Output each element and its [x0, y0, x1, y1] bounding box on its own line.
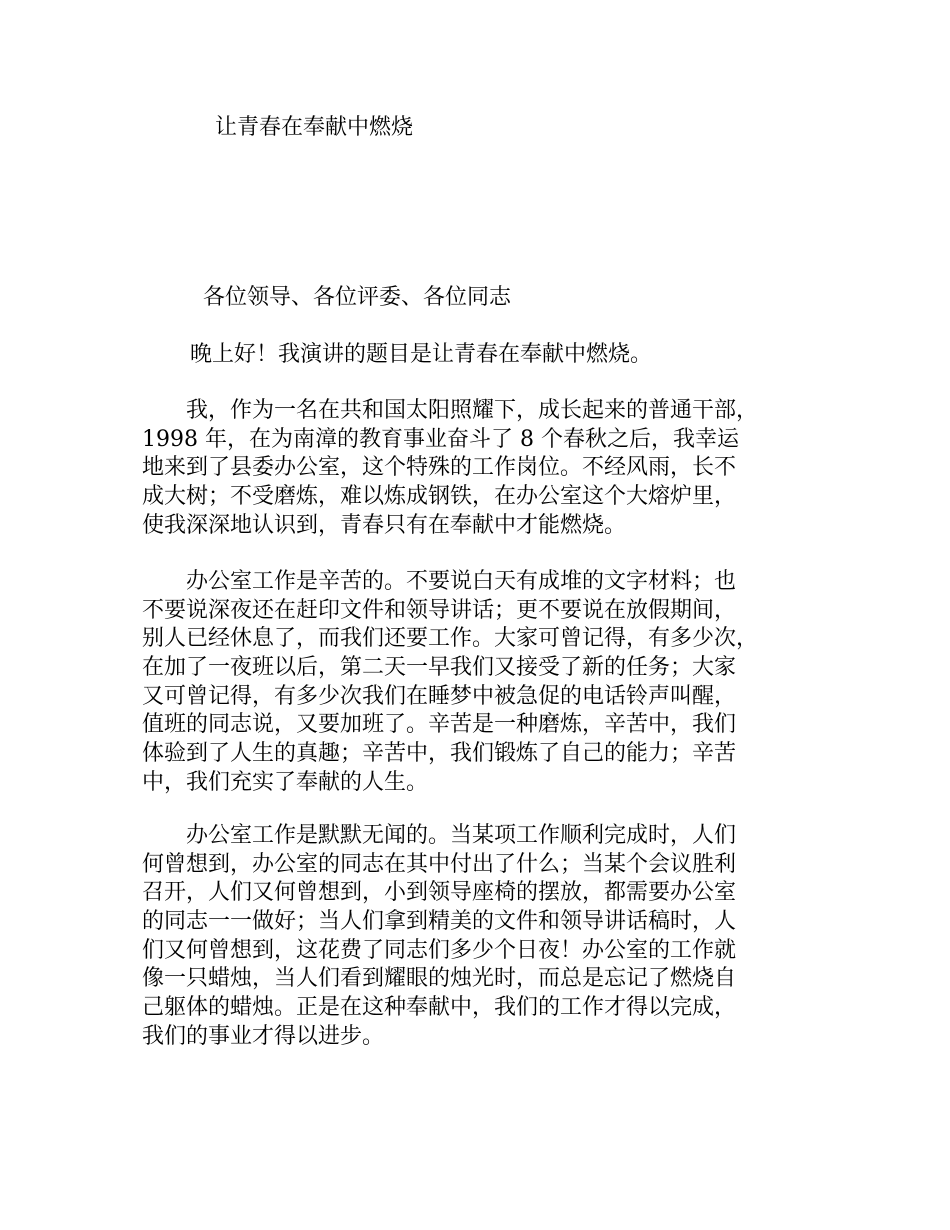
paragraph-line: 在加了一夜班以后，第二天一早我们又接受了新的任务；大家 [142, 655, 737, 681]
paragraph-line: 值班的同志说，又要加班了。辛苦是一种磨炼，辛苦中，我们 [142, 712, 737, 738]
paragraph-line: 不要说深夜还在赶印文件和领导讲话；更不要说在放假期间， [142, 597, 737, 623]
paragraph-line: 像一只蜡烛，当人们看到耀眼的烛光时，而总是忘记了燃烧自 [142, 966, 737, 992]
paragraph-line: 何曾想到，办公室的同志在其中付出了什么；当某个会议胜利 [142, 851, 737, 877]
paragraph-line: 办公室工作是辛苦的。不要说白天有成堆的文字材料；也 [142, 569, 737, 594]
paragraph-line: 成大树；不受磨炼，难以炼成钢铁，在办公室这个大熔炉里， [142, 484, 737, 510]
paragraph-line: 体验到了人生的真趣；辛苦中，我们锻炼了自己的能力；辛苦 [142, 741, 737, 767]
paragraph-line: 别人已经休息了，而我们还要工作。大家可曾记得，有多少次， [142, 626, 759, 652]
paragraph-line: 召开，人们又何曾想到，小到领导座椅的摆放，都需要办公室 [142, 880, 737, 906]
paragraph-line: 我们的事业才得以进步。 [142, 1023, 385, 1049]
greeting: 晚上好！我演讲的题目是让青春在奉献中燃烧。 [190, 342, 653, 367]
paragraph-3 [142, 822, 832, 1052]
paragraph-line: 地来到了县委办公室，这个特殊的工作岗位。不经风雨，长不 [142, 455, 737, 481]
paragraph-1 [142, 397, 832, 540]
paragraph-line: 中，我们充实了奉献的人生。 [142, 769, 429, 795]
document-title: 让青春在奉献中燃烧 [215, 115, 414, 140]
paragraph-line: 我，作为一名在共和国太阳照耀下，成长起来的普通干部， [142, 398, 759, 423]
paragraph-line: 办公室工作是默默无闻的。当某项工作顺利完成时，人们 [142, 823, 737, 848]
paragraph-line: 1998 年，在为南漳的教育事业奋斗了 8 个春秋之后，我幸运 [142, 426, 739, 452]
paragraph-line: 们又何曾想到，这花费了同志们多少个日夜！办公室的工作就 [142, 937, 737, 963]
paragraph-line: 又可曾记得，有多少次我们在睡梦中被急促的电话铃声叫醒， [142, 683, 737, 709]
paragraph-line: 己躯体的蜡烛。正是在这种奉献中，我们的工作才得以完成， [142, 995, 737, 1021]
paragraph-line: 使我深深地认识到，青春只有在奉献中才能燃烧。 [142, 512, 627, 538]
salutation: 各位领导、各位评委、各位同志 [203, 285, 512, 310]
paragraph-line: 的同志一一做好；当人们拿到精美的文件和领导讲话稿时，人 [142, 909, 737, 935]
paragraph-2 [142, 568, 832, 798]
